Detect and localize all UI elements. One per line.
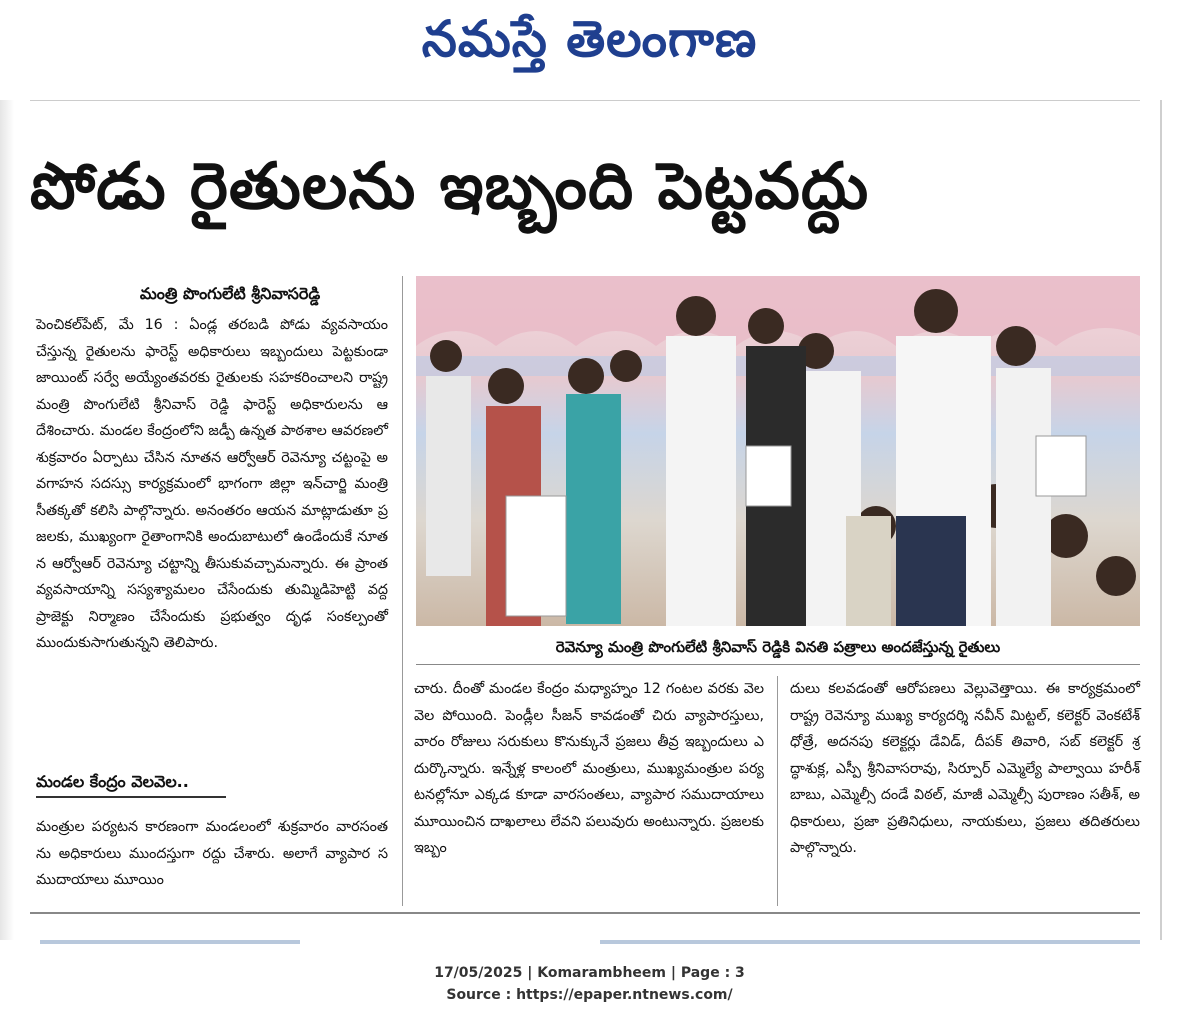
next-article-teaser-2 <box>600 940 1140 944</box>
caption-divider <box>416 664 1140 665</box>
event-photo <box>416 276 1140 626</box>
footer-edition-info: 17/05/2025 | Komarambheem | Page : 3 <box>434 965 745 981</box>
page-right-edge <box>1160 100 1162 940</box>
masthead-divider <box>30 100 1140 101</box>
photo-illustration <box>416 276 1140 626</box>
article-column-1-continued: మంత్రుల పర్యటన కారణంగా మండలంలో శుక్రవారం వారసంతను అధికారులు ముందస్తుగా రద్దు చేశారు. అలాగే వ్యాపార సముదాయాలు మూయిం <box>36 819 388 888</box>
next-article-teaser-1 <box>40 940 300 944</box>
column-divider-right <box>777 676 778 906</box>
footer-source-link[interactable]: Source : https://epaper.ntnews.com/ <box>446 987 733 1003</box>
article-byline: మంత్రి పొంగులేటి శ్రీనివాసరెడ్డి <box>139 284 321 303</box>
article-column-3: దులు కలవడంతో ఆరోపణలు వెల్లువెత్తాయి. ఈ కార్యక్రమంలో రాష్ట్ర రెవెన్యూ ముఖ్య కార్యదర్శి నవీన్ మిట్టల్, కలెక్టర్ వెంకటేశ్ ధోత్రే, అదనపు కలెక్టర్లు డేవిడ్, దీపక్ తివారి, సబ్ కలెక్టర్ శ్రద్ధాశుక్ల, ఎస్పీ శ్రీనివాసరావు, సిర్పూర్ ఎమ్మెల్యే పాల్వాయి హరీశ్ బాబు, ఎమ్మెల్సీ దండే విఠల్, మాజీ ఎమ్మెల్సీ పురాణం సతీశ్, అధికారులు, ప్రజా ప్రతినిధులు, నాయకులు, ప్రజలు తదితరులు పాల్గొన్నారు. <box>790 681 1140 856</box>
article-subheading: మండల కేంద్రం వెలవెల.. <box>36 768 226 798</box>
newspaper-masthead: నమస్తే తెలంగాణ <box>421 10 758 68</box>
column-divider-left <box>402 276 403 906</box>
article-column-2: చారు. దీంతో మండల కేంద్రం మధ్యాహ్నం 12 గంటల వరకు వెలవెల పోయింది. పెండ్లీల సీజన్ కావడంతో చిరు వ్యాపారస్తులు, వారం రోజులు సరుకులు కొనుక్కునే ప్రజలు తీవ్ర ఇబ్బందులు ఎదుర్కొన్నారు. ఇన్నేళ్ల కాలంలో మంత్రులు, ముఖ్యమంత్రుల పర్యటనల్లోనూ ఎక్కడ కూడా వారసంతలు, వ్యాపార సముదాయాలు మూయించిన దాఖలాలు లేవని పలువురు అంటున్నారు. ప్రజలకు ఇబ్బం <box>414 681 764 856</box>
photo-caption: రెవెన్యూ మంత్రి పొంగులేటి శ్రీనివాస్ రెడ్డికి వినతి పత్రాలు అందజేస్తున్న రైతులు <box>555 638 1001 656</box>
article-headline: పోడు రైతులను ఇబ్బంది పెట్టవద్దు <box>30 150 870 224</box>
article-column-1: పెంచికల్‌పేట్, మే 16 : ఏండ్ల తరబడి పోడు వ్యవసాయం చేస్తున్న రైతులను ఫారెస్ట్ అధికారులు ఇబ్బందులు పెట్టకుండా జాయింట్ సర్వే అయ్యేంతవరకు రైతులకు సహకరించాలని రాష్ట్ర మంత్రి పొంగులేటి శ్రీనివాస్ రెడ్డి ఫారెస్ట్ అధికారులను ఆదేశించారు. మండల కేంద్రంలోని జడ్పీ ఉన్నత పాఠశాల ఆవరణలో శుక్రవారం ఏర్పాటు చేసిన నూతన ఆర్వోఆర్ రెవెన్యూ చట్టంపై అవగాహన సదస్సు కార్యక్రమంలో భాగంగా జిల్లా ఇన్‌చార్జి మంత్రి సీతక్కతో కలిసి పాల్గొన్నారు. అనంతరం ఆయన మాట్లాడుతూ ప్రజలకు, ముఖ్యంగా రైతాంగానికి అందుబాటులో ఉండేందుకే నూతన ఆర్వోఆర్ రెవెన్యూ చట్టాన్ని తీసుకువచ్చామన్నారు. ఈ ప్రాంత వ్యవసాయాన్ని సస్యశ్యామలం చేసేందుకు తుమ్మిడిహెట్టి వద్ద ప్రాజెక్టు నిర్మాణం చేసేందుకు ప్రభుత్వం దృఢ సంకల్పంతో ముందుకుసాగుతున్నని తెలిపారు. <box>36 317 388 651</box>
article-bottom-divider <box>30 912 1140 914</box>
page-left-shadow <box>0 100 14 940</box>
